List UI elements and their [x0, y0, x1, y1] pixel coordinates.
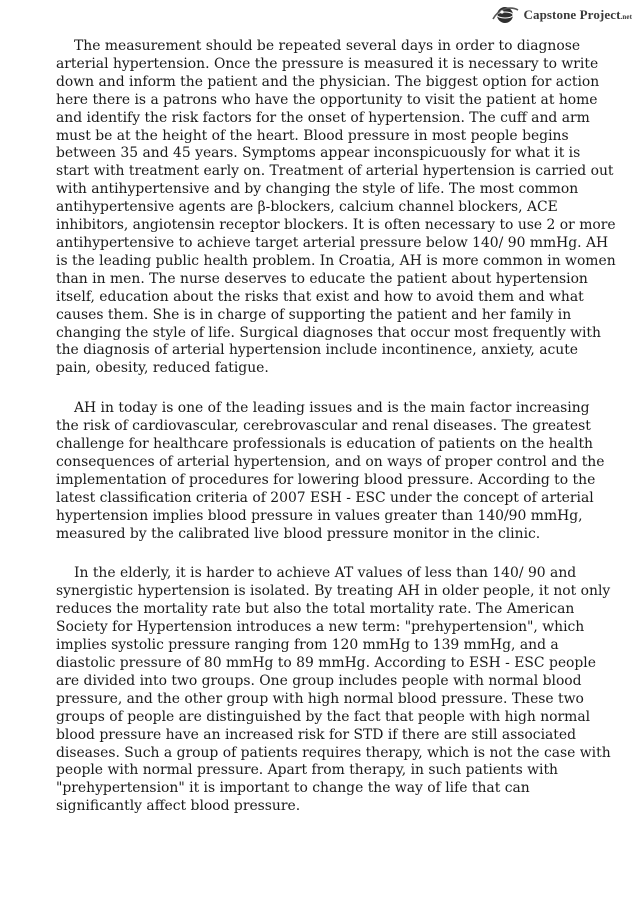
- paragraph-2: AH in today is one of the leading issues and is the main factor increasing the risk of cardiovascular, cerebrovascular and renal diseases. The greatest challenge for healthcare professionals is education of patients on the health consequences of arterial hypertension, and on ways of proper control and the implementation of procedures for lowering blood pressure. According to the latest classification criteria of 2007 ESH - ESC under the concept of arterial hypertension implies blood pressure in values greater than 140/90 mmHg, measured by the calibrated live blood pressure monitor in the clinic.: [56, 400, 605, 542]
- globe-swoosh-icon: [491, 4, 519, 26]
- paragraph-1: The measurement should be repeated several days in order to diagnose arterial hypertension. Once the pressure is measured it is necessary to write down and inform the patient and the physician. The biggest option for action here there is a patrons who have the opportunity to visit the patient at home and identify the risk factors for the onset of hypertension. The cuff and arm must be at the height of the heart. Blood pressure in most people begins between 35 and 45 years. Symptoms appear inconspicuously for what it is start with treatment early on. Treatment of arterial hypertension is carried out with antihypertensive and by changing the style of life. The most common antihypertensive agents are β-blockers, calcium channel blockers, ACE inhibitors, angiotensin receptor blockers. It is often necessary to use 2 or more antihypertensive to achieve target arterial pressure below 140/ 90 mmHg. AH is the leading public health problem. In Croatia, AH is more common in women than in men. The nurse deserves to educate the patient about hypertension itself, education about the risks that exist and how to avoid them and what causes them. She is in charge of supporting the patient and her family in changing the style of life. Surgical diagnoses that occur most frequently with the diagnosis of arterial hypertension include incontinence, anxiety, acute pain, obesity, reduced fatigue.: [56, 38, 616, 377]
- paragraph-3: In the elderly, it is harder to achieve AT values of less than 140/ 90 and synergistic hypertension is isolated. By treating AH in older people, it not only reduces the mortality rate but also the total mortality rate. The American Society for Hypertension introduces a new term: "prehypertension", which implies systolic pressure ranging from 120 mmHg to 139 mmHg, and a diastolic pressure of 80 mmHg to 89 mmHg. According to ESH - ESC people are divided into two groups. One group includes people with normal blood pressure, and the other group with high normal blood pressure. These two groups of people are distinguished by the fact that people with high normal blood pressure have an increased risk for STD if there are still associated diseases. Such a group of patients requires therapy, which is not the case with people with normal pressure. Apart from therapy, in such patients with "prehypertension" it is important to change the way of life that can significantly affect blood pressure.: [56, 565, 611, 815]
- logo-wordmark: Capstone Project.net: [523, 7, 632, 22]
- capstone-project-logo: [491, 4, 632, 26]
- document-body: [56, 38, 616, 838]
